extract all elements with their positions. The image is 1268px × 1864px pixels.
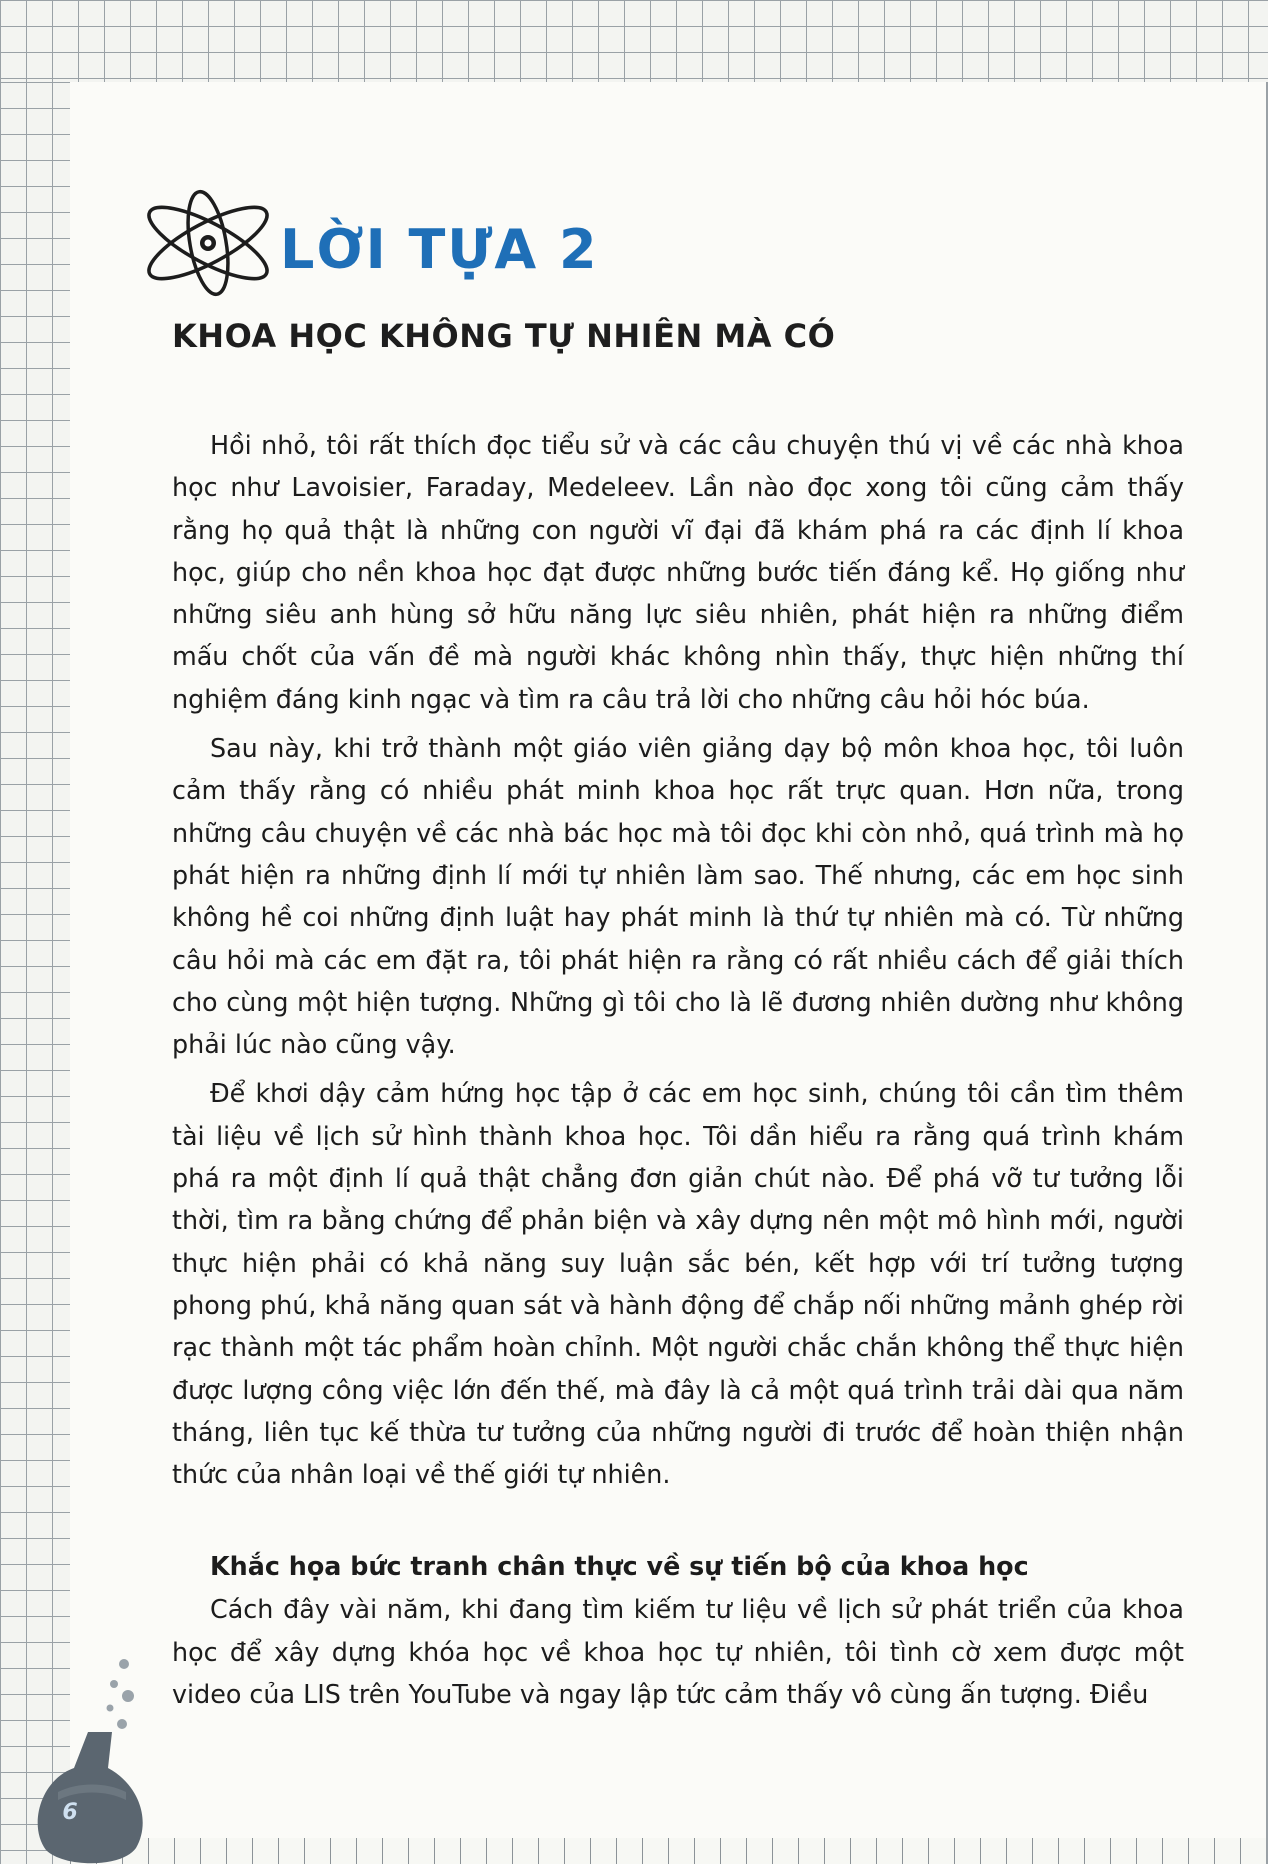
graph-paper-left [0, 82, 70, 1864]
paragraph: Để khơi dậy cảm hứng học tập ở các em học sinh, chúng tôi cần tìm thêm tài liệu về lịch sử hình thành khoa học. Tôi dần hiểu ra rằng quá trình khám phá ra một định lí quả thật chẳng đơn giản chút nào. Để phá vỡ tư tưởng lỗi thời, tìm ra bằng chứng để phản biện và xây dựng nên một mô hình mới, người thực hiện phải có khả năng suy luận sắc bén, kết hợp với trí tưởng tượng phong phú, khả năng quan sát và hành động để chắp nối những mảnh ghép rời rạc thành một tác phẩm hoàn chỉnh. Một người chắc chắn không thể thực hiện được lượng công việc lớn đến thế, mà đây là cả một quá trình trải dài qua năm tháng, liên tục kế thừa tư tưởng của những người đi trước để hoàn thiện nhận thức của nhân loại về thế giới tự nhiên. [172, 1078, 1184, 1490]
graph-paper-bottom [70, 1838, 1268, 1864]
flask-icon [18, 1650, 148, 1864]
paragraph: Cách đây vài năm, khi đang tìm kiếm tư liệu về lịch sử phát triển của khoa học để xây dựng khóa học về khoa học tự nhiên, tôi tình cờ xem được một video của LIS trên YouTube và ngay lập tức cảm thấy vô cùng ấn tượng. Điều [172, 1594, 1184, 1710]
paragraph: Sau này, khi trở thành một giáo viên giảng dạy bộ môn khoa học, tôi luôn cảm thấy rằng có nhiều phát minh khoa học rất trực quan. Hơn nữa, trong những câu chuyện về các nhà bác học mà tôi đọc khi còn nhỏ, quá trình mà họ phát hiện ra những định lí mới tự nhiên làm sao. Thế nhưng, các em học sinh không hề coi những định luật hay phát minh là thứ tự nhiên mà có. Từ những câu hỏi mà các em đặt ra, tôi phát hiện ra rằng có rất nhiều cách để giải thích cho cùng một hiện tượng. Những gì tôi cho là lẽ đương nhiên dường như không phải lúc nào cũng vậy. [172, 733, 1184, 1060]
atom-icon [140, 188, 276, 298]
paragraph: Hồi nhỏ, tôi rất thích đọc tiểu sử và các câu chuyện thú vị về các nhà khoa học như Lavoisier, Faraday, Medeleev. Lần nào đọc xong tôi cũng cảm thấy rằng họ quả thật là những con người vĩ đại đã khám phá ra các định lí khoa học, giúp cho nền khoa học đạt được những bước tiến đáng kể. Họ giống như những siêu anh hùng sở hữu năng lực siêu nhiên, phát hiện ra những điểm mấu chốt của vấn đề mà người khác không nhìn thấy, thực hiện những thí nghiệm đáng kinh ngạc và tìm ra câu trả lời cho những câu hỏi hóc búa. [172, 430, 1184, 714]
chapter-title: LỜI TỰA 2 [280, 218, 599, 281]
page-number: 6 [62, 1800, 78, 1825]
section-heading: Khắc họa bức tranh chân thực về sự tiến bộ của khoa học [210, 1551, 1029, 1582]
body-text [172, 424, 1184, 1722]
chapter-subtitle: KHOA HỌC KHÔNG TỰ NHIÊN MÀ CÓ [172, 317, 836, 355]
graph-paper-top [0, 0, 1268, 82]
